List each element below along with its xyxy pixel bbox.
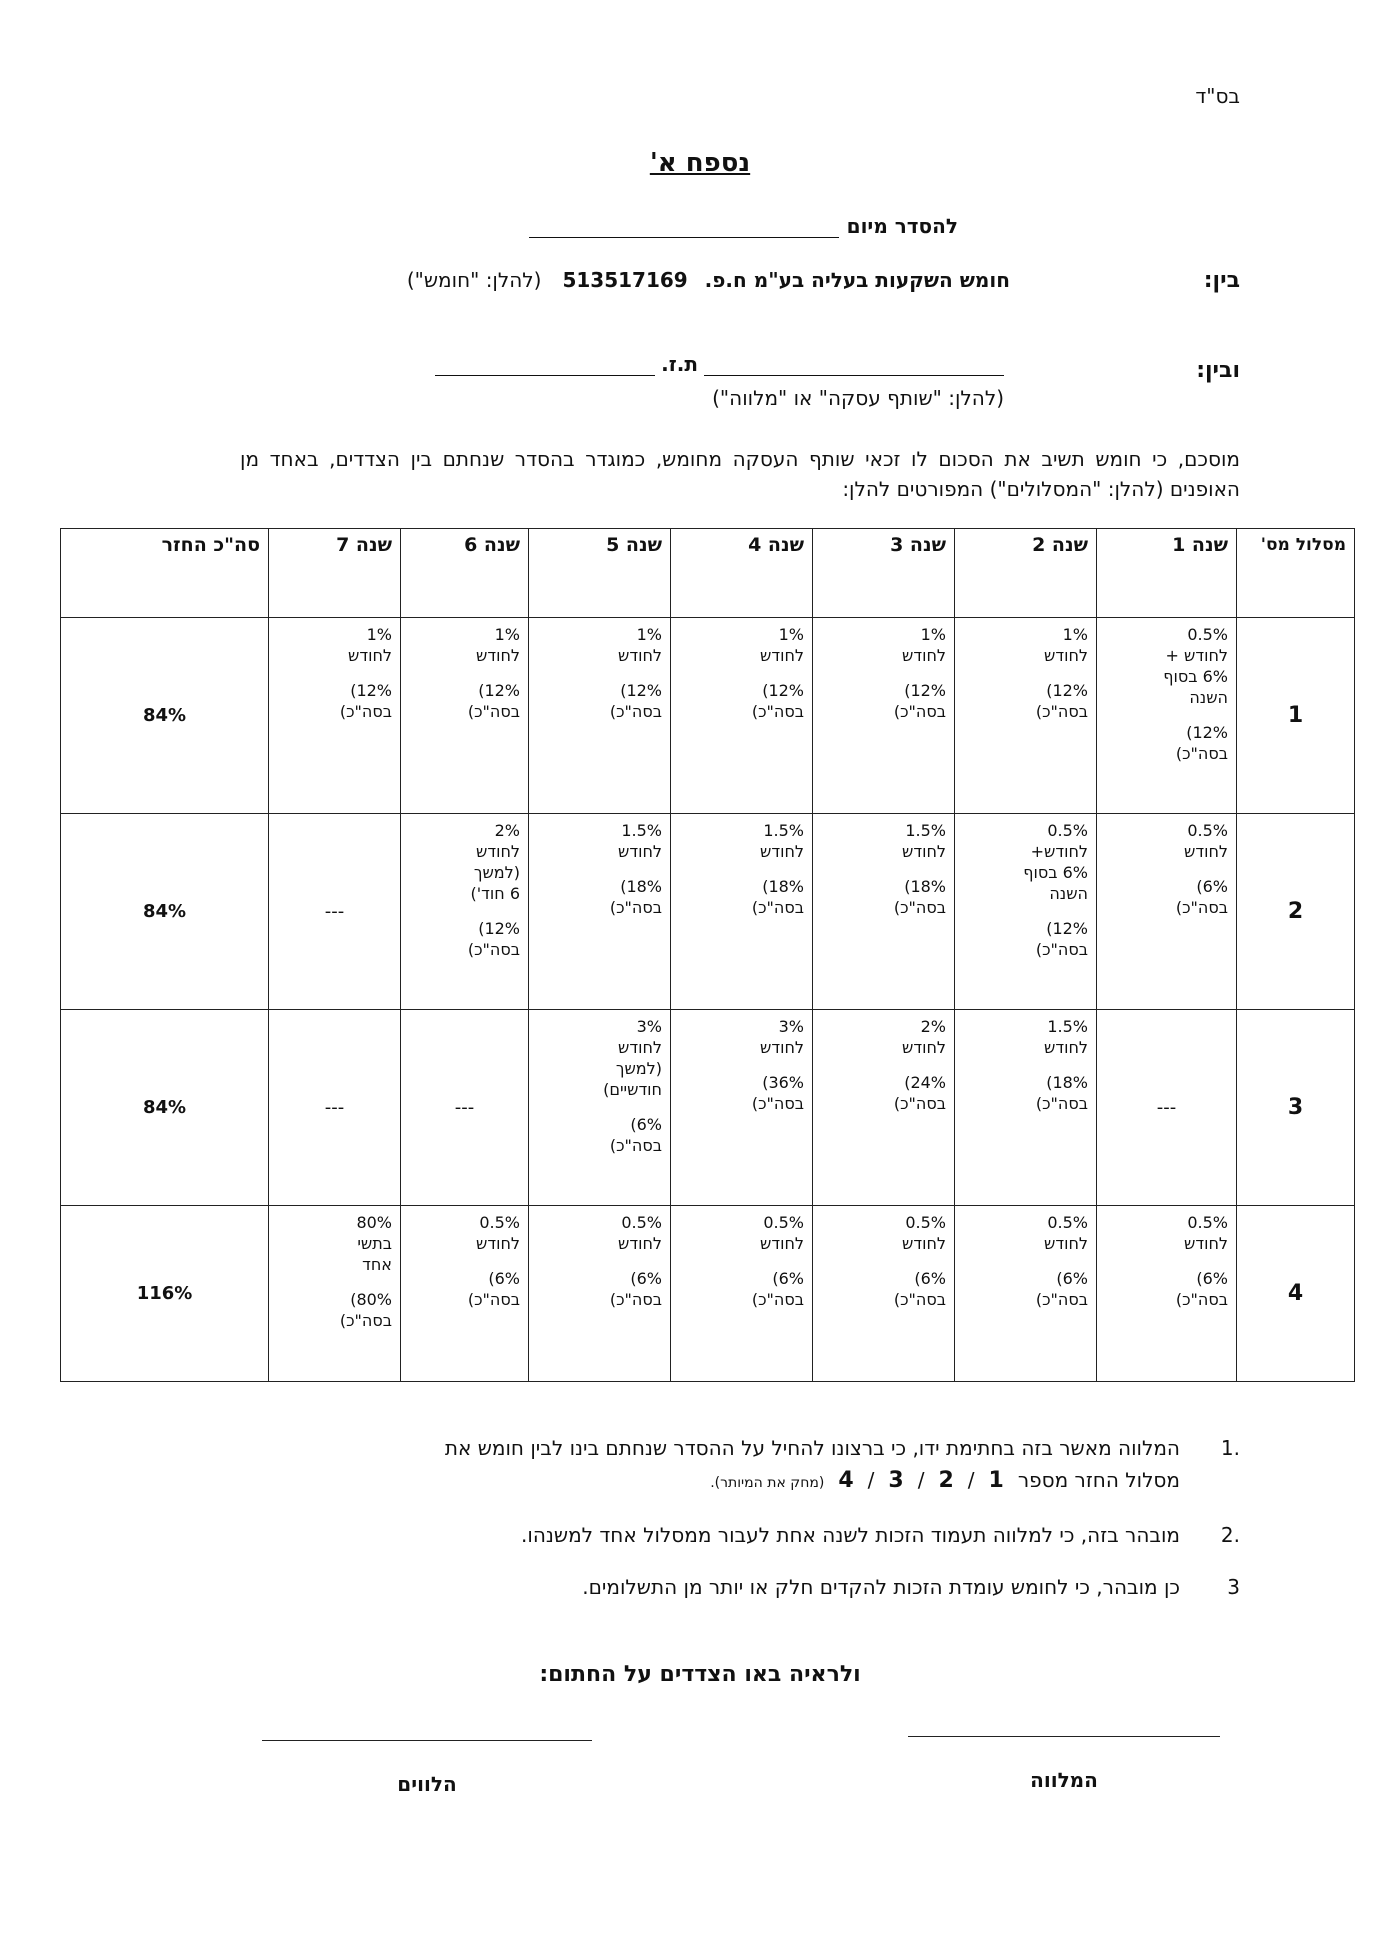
intro-paragraph: מוסכם, כי חומש תשיב את הסכום לו זכאי שותף העסקה מחומש, כמוגדר בהסדר שנחתם בין הצדדים, באחד מן האופנים (להלן: "המסלולים") המפורטים להלן: xyxy=(240,447,1240,501)
monthly-rate: 1% לחודש xyxy=(348,625,392,665)
monthly-rate: 1.5% לחודש xyxy=(1044,1017,1088,1057)
monthly-rate: 0.5% לחודש + 6% בסוף השנה xyxy=(1163,625,1228,707)
lender-alias: (להלן: "שותף עסקה" או "מלווה") xyxy=(712,386,1004,410)
year-cell xyxy=(813,618,955,814)
yearly-total: 24%) בסה"כ) xyxy=(893,1073,946,1113)
yearly-total: 6%) בסה"כ) xyxy=(751,1269,804,1309)
separator: / xyxy=(917,1468,925,1492)
arrangement-prefix: להסדר מיום xyxy=(846,214,958,238)
header-route: מסלול מס' xyxy=(1237,529,1355,618)
table-row xyxy=(61,814,1355,1010)
header-year-7: שנה 7 xyxy=(269,529,401,618)
date-blank xyxy=(529,215,839,238)
lender-label: המלווה xyxy=(1030,1768,1098,1792)
yearly-total: 6%) בסה"כ) xyxy=(893,1269,946,1309)
monthly-rate: 80% בתשי אחד xyxy=(356,1213,392,1274)
total-return: 84% xyxy=(61,1010,269,1206)
total-return: 84% xyxy=(61,814,269,1010)
route-option-4[interactable]: 4 xyxy=(838,1468,854,1493)
year-cell xyxy=(955,1206,1097,1382)
borrowers-label: הלווים xyxy=(397,1772,457,1796)
empty-year-cell: --- xyxy=(269,814,401,1010)
table-row xyxy=(61,1206,1355,1382)
between-label: בין: xyxy=(1203,268,1240,293)
yearly-total: 12%) בסה"כ) xyxy=(1035,681,1088,721)
monthly-rate: 1.5% לחודש xyxy=(902,821,946,861)
yearly-total: 12%) בסה"כ) xyxy=(609,681,662,721)
lender-signature-line[interactable] xyxy=(908,1736,1220,1737)
table-row xyxy=(61,618,1355,814)
header-total: סה"כ החזר xyxy=(61,529,269,618)
year-cell xyxy=(671,618,813,814)
monthly-rate: 0.5% לחודש+ 6% בסוף השנה xyxy=(1023,821,1088,903)
route-choice-prefix: מסלול החזר מספר xyxy=(1017,1468,1180,1492)
monthly-rate: 1% לחודש xyxy=(902,625,946,665)
route-number: 4 xyxy=(1237,1206,1355,1382)
yearly-total: 18%) בסה"כ) xyxy=(1035,1073,1088,1113)
monthly-rate: 0.5% לחודש xyxy=(760,1213,804,1253)
lender-id-blank xyxy=(435,353,655,376)
route-option-3[interactable]: 3 xyxy=(888,1468,904,1493)
year-cell xyxy=(529,1010,671,1206)
year-cell xyxy=(401,1206,529,1382)
monthly-rate: 1.5% לחודש xyxy=(760,821,804,861)
yearly-total: 6%) בסה"כ) xyxy=(609,1115,662,1155)
year-cell xyxy=(401,814,529,1010)
monthly-rate: 1% לחודש xyxy=(1044,625,1088,665)
year-cell xyxy=(813,1010,955,1206)
header-year-2: שנה 2 xyxy=(955,529,1097,618)
monthly-rate: 1% לחודש xyxy=(618,625,662,665)
yearly-total: 18%) בסה"כ) xyxy=(893,877,946,917)
bsd-mark: בס"ד xyxy=(1195,84,1240,108)
yearly-total: 6%) בסה"כ) xyxy=(1035,1269,1088,1309)
monthly-rate: 0.5% לחודש xyxy=(1184,1213,1228,1253)
arrangement-date-line xyxy=(8,214,958,238)
yearly-total: 12%) בסה"כ) xyxy=(1035,919,1088,959)
monthly-rate: 0.5% לחודש xyxy=(618,1213,662,1253)
empty-year-cell: --- xyxy=(269,1010,401,1206)
empty-year-cell: --- xyxy=(401,1010,529,1206)
yearly-total: 12%) בסה"כ) xyxy=(467,919,520,959)
year-cell xyxy=(1097,618,1237,814)
clause-text: כן מובהר, כי לחומש עומדת הזכות להקדים חלק או יותר מן התשלומים. xyxy=(582,1575,1180,1599)
page-title: נספח א' xyxy=(649,148,751,178)
yearly-total: 80%) בסה"כ) xyxy=(339,1290,392,1330)
monthly-rate: 1% לחודש xyxy=(760,625,804,665)
strike-note: (מחק את המיותר). xyxy=(710,1475,825,1491)
clause-3 xyxy=(190,1571,1240,1603)
monthly-rate: 1.5% לחודש xyxy=(618,821,662,861)
header-year-6: שנה 6 xyxy=(401,529,529,618)
yearly-total: 12%) בסה"כ) xyxy=(467,681,520,721)
table-row xyxy=(61,1010,1355,1206)
route-number: 2 xyxy=(1237,814,1355,1010)
year-cell xyxy=(529,618,671,814)
route-choice-line xyxy=(190,1464,1180,1499)
id-label: ת.ז. xyxy=(661,352,698,376)
monthly-rate: 0.5% לחודש xyxy=(1044,1213,1088,1253)
monthly-rate: 1% לחודש xyxy=(476,625,520,665)
yearly-total: 18%) בסה"כ) xyxy=(751,877,804,917)
table-header-row xyxy=(61,529,1355,618)
year-cell xyxy=(269,1206,401,1382)
yearly-total: 12%) בסה"כ) xyxy=(339,681,392,721)
header-year-4: שנה 4 xyxy=(671,529,813,618)
header-year-3: שנה 3 xyxy=(813,529,955,618)
year-cell xyxy=(1097,1206,1237,1382)
route-number: 1 xyxy=(1237,618,1355,814)
route-option-1[interactable]: 1 xyxy=(988,1468,1004,1493)
clause-text: מובהר בזה, כי למלווה תעמוד הזכות לשנה אחת לעבור ממסלול אחד למשנהו. xyxy=(521,1523,1180,1547)
total-return: 116% xyxy=(61,1206,269,1382)
total-return: 84% xyxy=(61,618,269,814)
borrowers-signature-line[interactable] xyxy=(262,1740,592,1741)
clause-2 xyxy=(190,1519,1240,1551)
year-cell xyxy=(955,1010,1097,1206)
year-cell xyxy=(813,1206,955,1382)
company-alias: (להלן: "חומש") xyxy=(406,268,542,292)
header-year-5: שנה 5 xyxy=(529,529,671,618)
yearly-total: 12%) בסה"כ) xyxy=(893,681,946,721)
yearly-total: 6%) בסה"כ) xyxy=(609,1269,662,1309)
clause-number: 3 xyxy=(1227,1575,1240,1599)
clause-number: .2 xyxy=(1220,1523,1240,1547)
witness-line: ולראיה באו הצדדים על החתום: xyxy=(539,1662,861,1687)
clauses-list xyxy=(190,1432,1240,1623)
yearly-total: 12%) בסה"כ) xyxy=(751,681,804,721)
separator: / xyxy=(967,1468,975,1492)
yearly-total: 12%) בסה"כ) xyxy=(1175,723,1228,763)
company-name: חומש השקעות בעליה בע"מ ח.פ. xyxy=(704,268,1010,292)
year-cell xyxy=(813,814,955,1010)
year-cell xyxy=(529,1206,671,1382)
company-party xyxy=(407,268,1010,292)
clause-1 xyxy=(190,1432,1240,1499)
lender-name-blank xyxy=(704,353,1004,376)
monthly-rate: 0.5% לחודש xyxy=(476,1213,520,1253)
header-year-1: שנה 1 xyxy=(1097,529,1237,618)
year-cell xyxy=(955,814,1097,1010)
year-cell xyxy=(671,814,813,1010)
yearly-total: 6%) בסה"כ) xyxy=(1175,877,1228,917)
company-id: 513517169 xyxy=(562,268,688,292)
monthly-rate: 2% לחודש xyxy=(902,1017,946,1057)
route-option-2[interactable]: 2 xyxy=(938,1468,954,1493)
year-cell xyxy=(671,1206,813,1382)
clause-text: המלווה מאשר בזה בחתימת ידו, כי ברצונו להחיל על ההסדר שנחתם בינו לבין חומש את xyxy=(444,1436,1180,1460)
monthly-rate: 0.5% לחודש xyxy=(1184,821,1228,861)
year-cell xyxy=(1097,814,1237,1010)
monthly-rate: 0.5% לחודש xyxy=(902,1213,946,1253)
year-cell xyxy=(529,814,671,1010)
route-number: 3 xyxy=(1237,1010,1355,1206)
routes-table xyxy=(60,528,1355,1382)
year-cell xyxy=(671,1010,813,1206)
monthly-rate: 2% לחודש (למשך 6 חוד') xyxy=(470,821,520,903)
yearly-total: 18%) בסה"כ) xyxy=(609,877,662,917)
separator: / xyxy=(867,1468,875,1492)
yearly-total: 6%) בסה"כ) xyxy=(1175,1269,1228,1309)
clause-number: .1 xyxy=(1220,1436,1240,1460)
empty-year-cell: --- xyxy=(1097,1010,1237,1206)
monthly-rate: 3% לחודש (למשך חודשיים) xyxy=(603,1017,662,1099)
and-between-label: ובין: xyxy=(1196,358,1240,383)
lender-party xyxy=(435,352,1004,376)
monthly-rate: 3% לחודש xyxy=(760,1017,804,1057)
yearly-total: 6%) בסה"כ) xyxy=(467,1269,520,1309)
year-cell xyxy=(269,618,401,814)
year-cell xyxy=(401,618,529,814)
yearly-total: 36%) בסה"כ) xyxy=(751,1073,804,1113)
year-cell xyxy=(955,618,1097,814)
